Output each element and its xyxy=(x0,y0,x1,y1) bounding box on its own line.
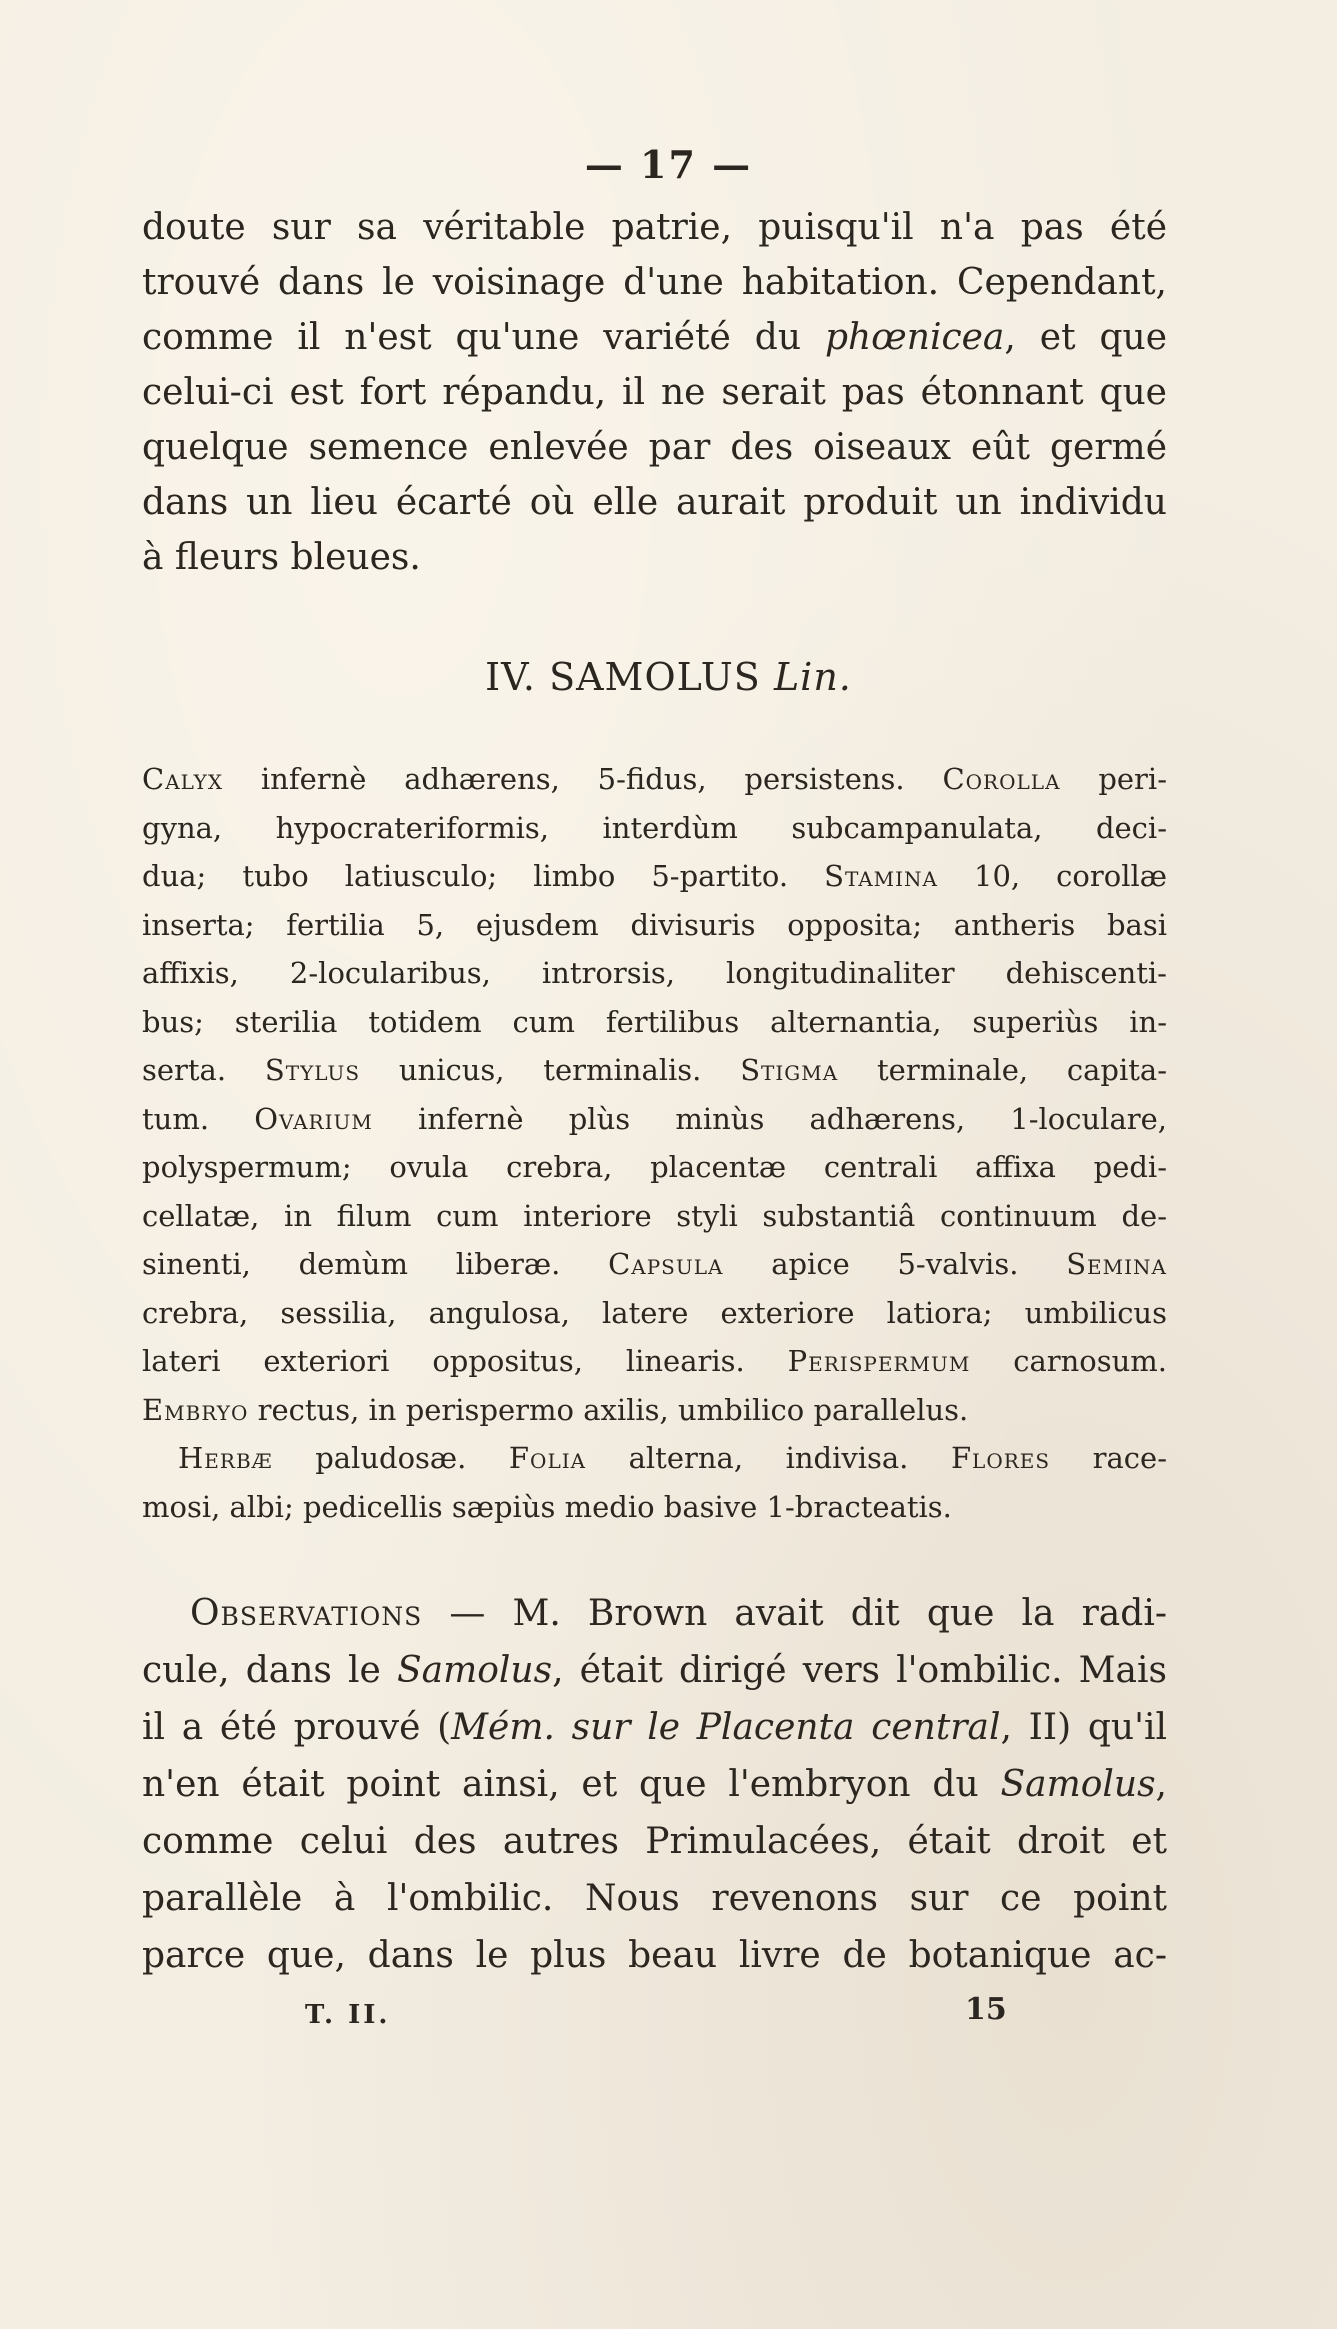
text-line: Herbæ paludosæ. Folia alterna, indivisa. Flores race- xyxy=(178,1441,1167,1475)
term: Capsula xyxy=(608,1247,724,1281)
text-line: parallèle à l'ombilic. Nous revenons sur ce point xyxy=(142,1878,1167,1919)
italic-term: Mém. sur le Placenta central xyxy=(451,1707,1001,1748)
text-line: à fleurs bleues. xyxy=(142,537,421,578)
term: Flores xyxy=(950,1441,1051,1475)
text-line: Embryo rectus, in perispermo axilis, umbilico parallelus. xyxy=(142,1392,969,1427)
text-line: dua; tubo latiusculo; limbo 5-partito. Stamina 10, corollæ xyxy=(142,859,1168,893)
term: Folia xyxy=(508,1441,587,1475)
text-line: celui-ci est fort répandu, il ne serait pas étonnant que xyxy=(142,372,1167,413)
text-line: dans un lieu écarté où elle aurait produit un individu xyxy=(142,482,1167,523)
text-line: n'en était point ainsi, et que l'embryon du Samolus, xyxy=(142,1764,1167,1805)
latin-description xyxy=(142,755,1167,1531)
term: Stylus xyxy=(264,1053,361,1087)
text-line: trouvé dans le voisinage d'une habitation. Cependant, xyxy=(142,262,1167,303)
text-line: parce que, dans le plus beau livre de botanique ac- xyxy=(142,1935,1167,1976)
text-line: serta. Stylus unicus, terminalis. Stigma terminale, capita- xyxy=(142,1053,1168,1087)
text-line: gyna, hypocrateriformis, interdùm subcampanulata, deci- xyxy=(142,810,1167,845)
italic-term: Samolus xyxy=(1000,1764,1156,1805)
text-line: comme il n'est qu'une variété du phœnicea, et que xyxy=(142,317,1167,358)
text-line: quelque semence enlevée par des oiseaux eût germé xyxy=(142,427,1167,468)
text-line: bus; sterilia totidem cum fertilibus alternantia, superiùs in- xyxy=(142,1004,1167,1039)
sheet-number: 15 xyxy=(965,1992,1007,2027)
term: Embryo xyxy=(142,1392,249,1427)
text-line: cule, dans le Samolus, était dirigé vers l'ombilic. Mais xyxy=(142,1650,1167,1691)
term: Perispermum xyxy=(787,1344,971,1378)
term: Herbæ xyxy=(178,1441,273,1475)
term: Semina xyxy=(1066,1247,1167,1281)
term: Stamina xyxy=(824,859,938,893)
term: Ovarium xyxy=(254,1101,373,1136)
text-line: affixis, 2-locularibus, introrsis, longitudinaliter dehiscenti- xyxy=(142,956,1167,990)
italic-term: Samolus xyxy=(396,1650,553,1691)
text-line: mosi, albi; pedicellis sæpiùs medio basive 1-bracteatis. xyxy=(142,1489,952,1524)
text-line: tum. Ovarium infernè plùs minùs adhærens, 1-loculare, xyxy=(142,1101,1167,1136)
section-author: Lin. xyxy=(773,655,852,699)
term: Stigma xyxy=(740,1053,839,1087)
text-line: crebra, sessilia, angulosa, latere exteriore latiora; umbilicus xyxy=(142,1295,1167,1330)
text-line: lateri exteriori oppositus, linearis. Perispermum carnosum. xyxy=(142,1344,1168,1378)
text-line: Calyx infernè adhærens, 5-fidus, persistens. Corolla peri- xyxy=(142,762,1167,796)
text-line: polyspermum; ovula crebra, placentæ centrali affixa pedi- xyxy=(142,1150,1167,1184)
intro-paragraph xyxy=(142,200,1167,585)
italic-term: phœnicea xyxy=(824,317,1005,358)
text-line: sinenti, demùm liberæ. Capsula apice 5-valvis. Semina xyxy=(142,1247,1167,1281)
section-heading xyxy=(0,655,1337,699)
term: Observations xyxy=(190,1593,423,1634)
section-title: IV. SAMOLUS xyxy=(485,655,761,699)
text-line: il a été prouvé (Mém. sur le Placenta central, II) qu'il xyxy=(142,1707,1167,1748)
observations-paragraph xyxy=(142,1585,1167,1984)
text-line: cellatæ, in filum cum interiore styli substantiâ continuum de- xyxy=(142,1198,1167,1233)
text-line: inserta; fertilia 5, ejusdem divisuris opposita; antheris basi xyxy=(142,907,1167,942)
volume-signature: T. II. xyxy=(305,2000,391,2030)
text-line: doute sur sa véritable patrie, puisqu'il n'a pas été xyxy=(142,207,1167,248)
text-line: comme celui des autres Primulacées, était droit et xyxy=(142,1821,1167,1862)
term: Calyx xyxy=(142,762,224,796)
text-line: Observations — M. Brown avait dit que la radi- xyxy=(190,1593,1167,1634)
page-number: — 17 — xyxy=(584,142,753,187)
term: Corolla xyxy=(942,762,1061,796)
